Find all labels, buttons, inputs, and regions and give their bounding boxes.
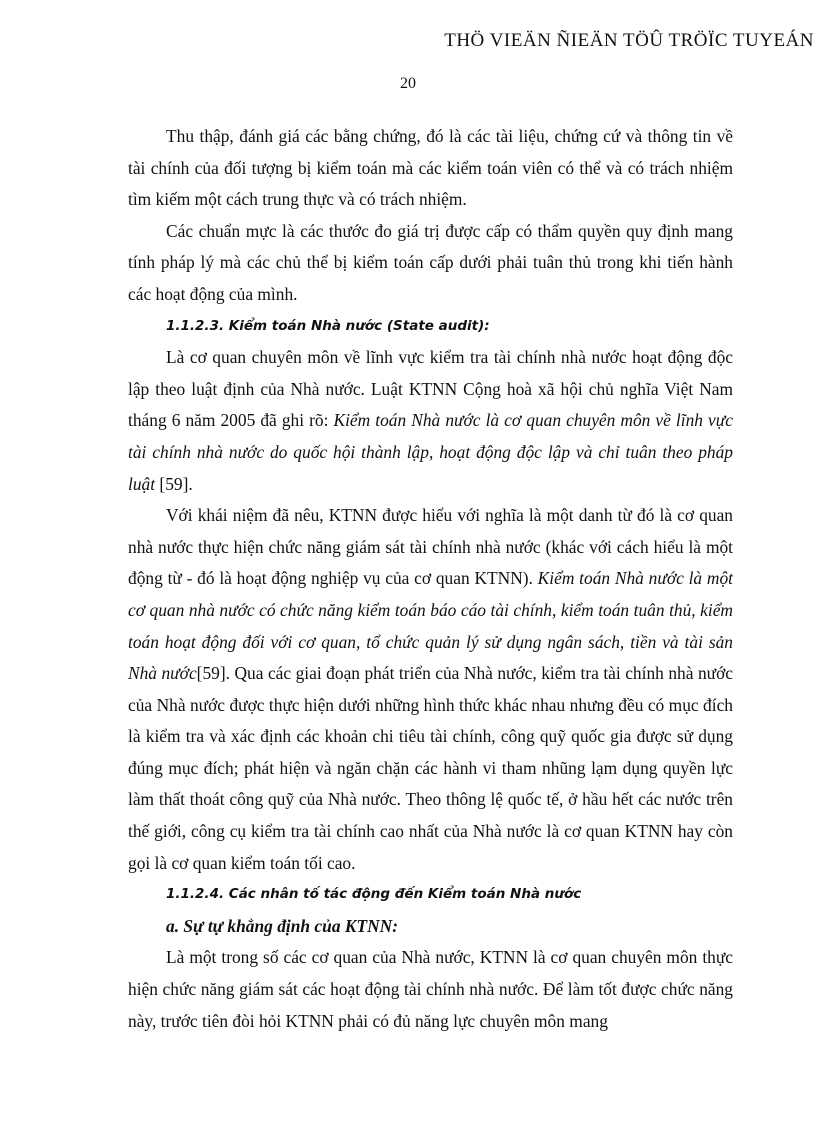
section-heading-state-audit: 1.1.2.3. Kiểm toán Nhà nước (State audit): bbox=[166, 317, 490, 334]
paragraph-text: Với khái niệm đã nêu, KTNN được hiểu với nghĩa là một danh từ đó là cơ quan nhà nước thực hiện chức năng giám sát tài chính nhà nước (khác với cách hiểu là một động từ - đó là hoạt động nghiệp vụ của cơ quan KTNN). bbox=[128, 505, 733, 589]
paragraph-standards: Các chuẩn mực là các thước đo giá trị được cấp có thẩm quyền quy định mang tính pháp lý mà các chủ thể bị kiểm toán cấp dưới phải tuân thủ trong khi tiến hành các hoạt động của mình. bbox=[128, 220, 733, 304]
site-header-title: THÖ VIEÄN ÑIEÄN TÖÛ TRÖÏC TUYEÁN bbox=[444, 30, 814, 51]
document-body bbox=[128, 121, 733, 1037]
page-number: 20 bbox=[400, 75, 416, 92]
paragraph-text-continued: [59]. Qua các giai đoạn phát triển của Nhà nước, kiểm tra tài chính nhà nước của Nhà nước được thực hiện dưới những hình thức khác nhau nhưng đều có mục đích là kiểm tra và xác định các khoản chi tiêu tài chính, công quỹ quốc gia được sử dụng đúng mục đích; phát hiện và ngăn chặn các hành vi tham nhũng lạm dụng quyền lực làm thất thoát công quỹ của Nhà nước. Theo thông lệ quốc tế, ở hầu hết các nước trên thế giới, công cụ kiểm tra tài chính cao nhất của Nhà nước là cơ quan KTNN hay còn gọi là cơ quan kiểm toán tối cao. bbox=[128, 663, 733, 873]
law-quote: Kiểm toán Nhà nước là cơ quan chuyên môn về lĩnh vực tài chính nhà nước do quốc hội thành lập, hoạt động độc lập và chỉ tuân theo pháp luật bbox=[128, 410, 733, 494]
definition-quote: Kiểm toán Nhà nước là một cơ quan nhà nước có chức năng kiểm toán báo cáo tài chính, kiểm toán tuân thủ, kiểm toán hoạt động đối với cơ quan, tổ chức quản lý sử dụng ngân sách, tiền và tài sản Nhà nước bbox=[128, 568, 733, 684]
paragraph-self-assertion: Là một trong số các cơ quan của Nhà nước, KTNN là cơ quan chuyên môn thực hiện chức năng giám sát các hoạt động tài chính nhà nước. Để làm tốt được chức năng này, trước tiên đòi hỏi KTNN phải có đủ năng lực chuyên môn mang bbox=[128, 947, 733, 1031]
paragraph-state-audit-definition bbox=[128, 342, 733, 500]
subheading-self-assertion: a. Sự tự khẳng định của KTNN: bbox=[166, 915, 398, 936]
reference-citation: [59]. bbox=[155, 473, 193, 494]
paragraph-text: Là cơ quan chuyên môn về lĩnh vực kiểm tra tài chính nhà nước hoạt động độc lập theo luật định của Nhà nước. Luật KTNN Cộng hoà xã hội chủ nghĩa Việt Nam tháng 6 năm 2005 đã ghi rõ: bbox=[128, 347, 733, 431]
paragraph-state-audit-concept bbox=[128, 500, 733, 879]
paragraph-evidence: Thu thập, đánh giá các bằng chứng, đó là các tài liệu, chứng cứ và thông tin về tài chính của đối tượng bị kiểm toán mà các kiểm toán viên có thể và có trách nhiệm tìm kiếm một cách trung thực và có trách nhiệm. bbox=[128, 126, 733, 210]
section-heading-factors: 1.1.2.4. Các nhân tố tác động đến Kiểm toán Nhà nước bbox=[166, 886, 582, 903]
